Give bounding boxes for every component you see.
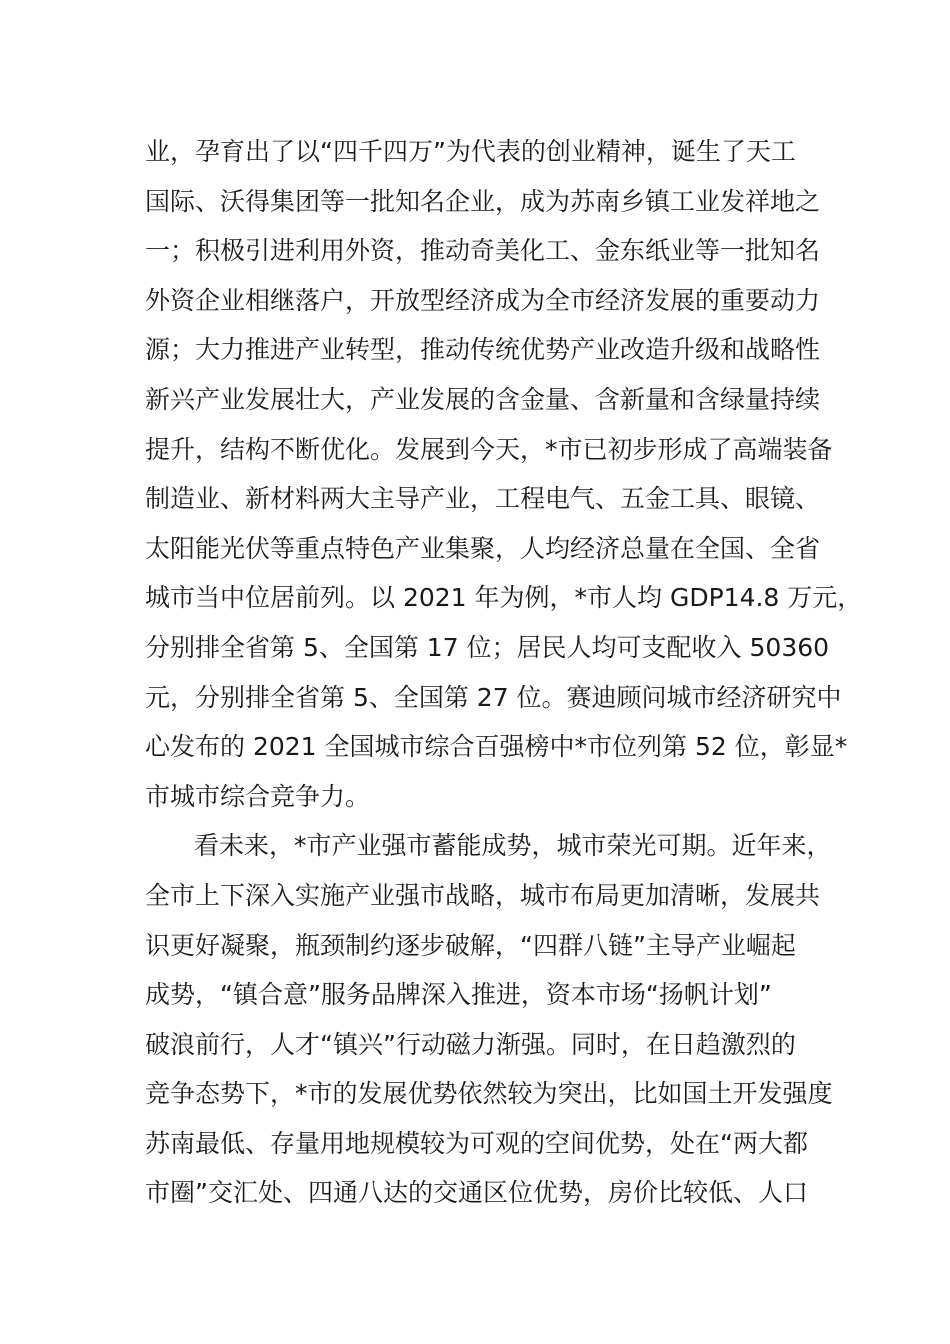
text-line: 全市上下深入实施产业强市战略，城市布局更加清晰，发展共 [145, 880, 821, 910]
text-line: 制造业、新材料两大主导产业，工程电气、五金工具、眼镜、 [145, 484, 821, 514]
text-line: 元，分别排全省第 5、全国第 27 位。赛迪顾问城市经济研究中 [145, 682, 842, 712]
text-line: 源；大力推进产业转型，推动传统优势产业改造升级和战略性 [145, 335, 821, 365]
paragraph-first-line: 看未来，*市产业强市蓄能成势，城市荣光可期。近年来， [194, 831, 832, 861]
text-line: 业，孕育出了以“四千四万”为代表的创业精神，诞生了天工 [145, 137, 796, 166]
text-line: 国际、沃得集团等一批知名企业，成为苏南乡镇工业发祥地之 [145, 186, 821, 216]
body-text [145, 127, 863, 1218]
text-line: 外资企业相继落户，开放型经济成为全市经济发展的重要动力 [145, 285, 821, 315]
text-line: 破浪前行，人才“镇兴”行动磁力渐强。同时，在日趋激烈的 [145, 1029, 796, 1059]
text-line: 城市当中位居前列。以 2021 年为例，*市人均 GDP14.8 万元， [145, 583, 863, 613]
text-line: 新兴产业发展壮大，产业发展的含金量、含新量和含绿量持续 [145, 384, 821, 414]
text-line: 成势，“镇合意”服务品牌深入推进，资本市场“扬帆计划” [145, 980, 772, 1010]
text-line: 竞争态势下，*市的发展优势依然较为突出，比如国土开发强度 [145, 1079, 833, 1109]
text-line: 市城市综合竞争力。 [145, 781, 371, 811]
text-line: 提升，结构不断优化。发展到今天，*市已初步形成了高端装备 [145, 434, 833, 464]
text-line: 太阳能光伏等重点特色产业集聚，人均经济总量在全国、全省 [145, 533, 821, 563]
text-line: 识更好凝聚，瓶颈制约逐步破解，“四群八链”主导产业崛起 [145, 930, 796, 960]
text-line: 市圈”交汇处、四通八达的交通区位优势，房价比较低、人口 [145, 1178, 808, 1208]
text-line: 苏南最低、存量用地规模较为可观的空间优势，处在“两大都 [145, 1128, 808, 1158]
text-line: 心发布的 2021 全国城市综合百强榜中*市位列第 52 位，彰显* [145, 732, 848, 762]
text-line: 一；积极引进利用外资，推动奇美化工、金东纸业等一批知名 [145, 236, 821, 266]
text-line: 分别排全省第 5、全国第 17 位；居民人均可支配收入 50360 [145, 632, 830, 662]
